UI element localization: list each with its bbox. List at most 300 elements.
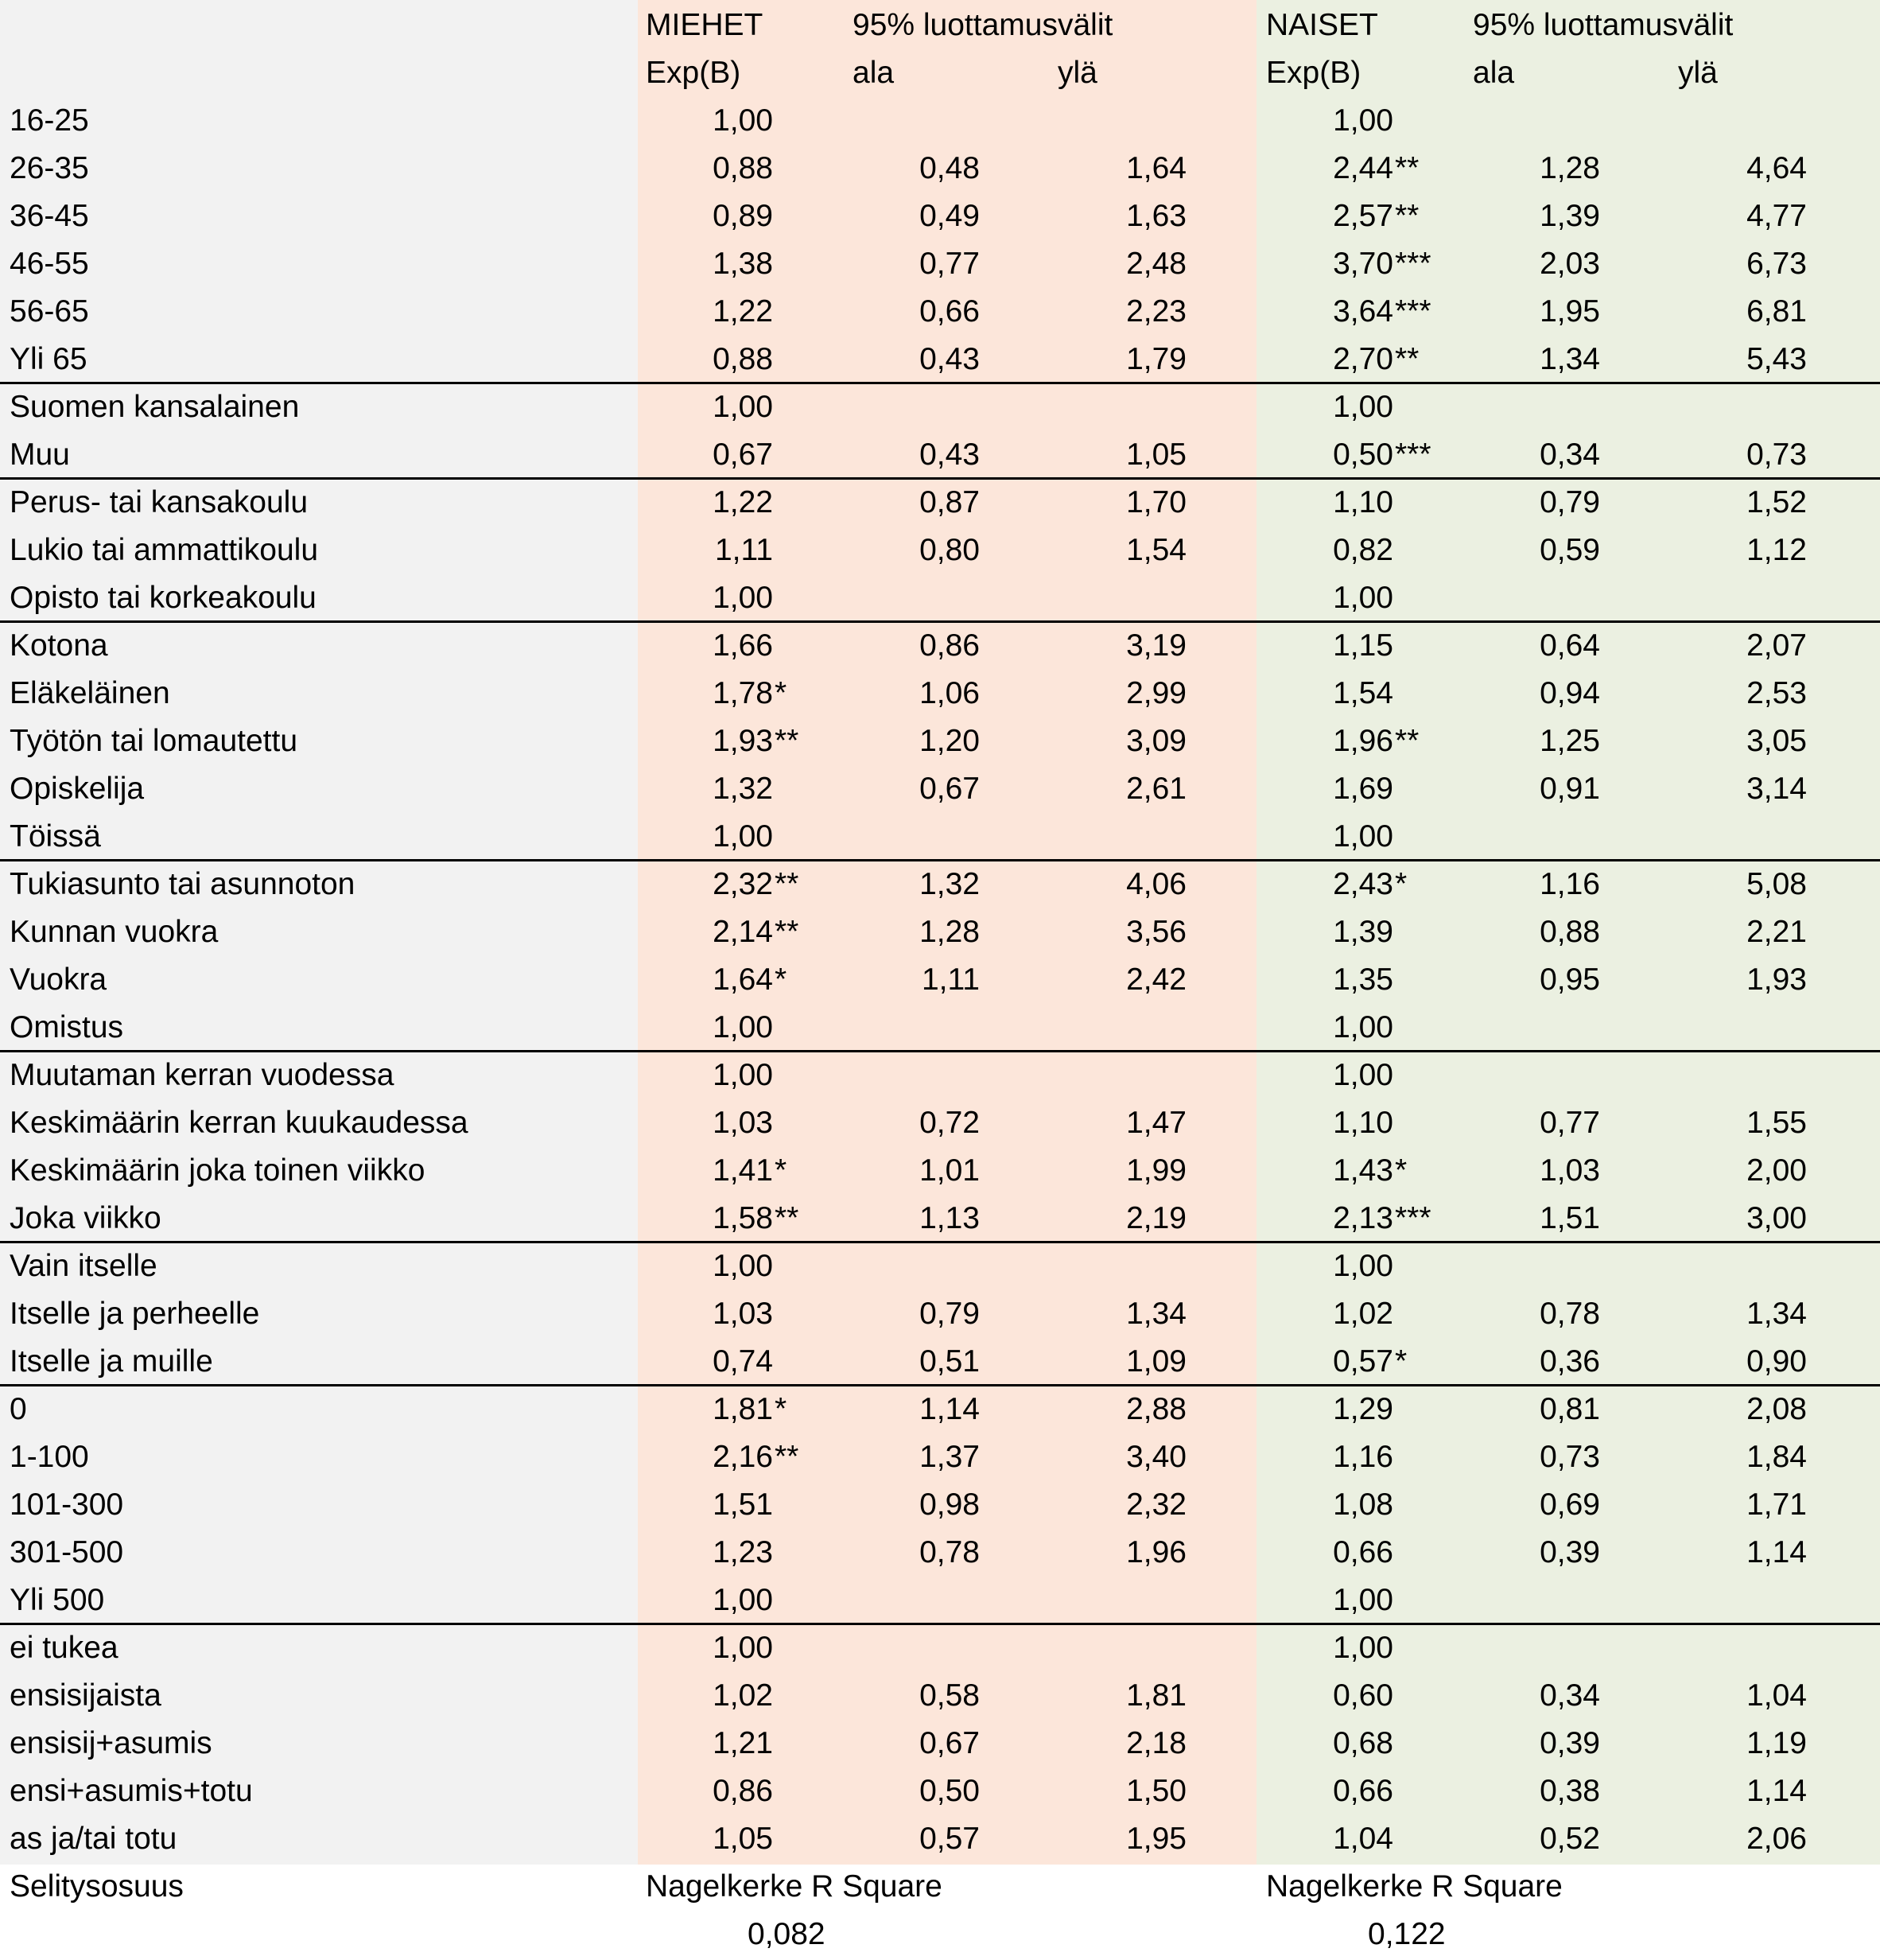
men-upper-value (1050, 813, 1187, 861)
women-significance (1395, 956, 1459, 1004)
women-significance (1395, 622, 1459, 670)
men-lower-value (843, 813, 980, 861)
men-significance: ** (775, 724, 799, 758)
men-lower-value (843, 97, 980, 145)
women-significance (1395, 813, 1459, 861)
men-upper-value: 1,54 (1126, 533, 1187, 567)
table-row (0, 956, 1880, 1004)
footer-label: Selitysosuus (10, 1869, 184, 1904)
women-lower-value: 0,34 (1540, 1678, 1600, 1713)
women-exp-value: 0,60 (1333, 1678, 1393, 1713)
women-significance: *** (1395, 247, 1431, 281)
men-significance (775, 1338, 838, 1386)
women-exp-value: 1,00 (1333, 103, 1393, 138)
row-label: 301-500 (10, 1535, 124, 1569)
row-label: Tukiasunto tai asunnoton (10, 867, 355, 901)
table-row (0, 861, 1880, 908)
men-upper-value: 2,48 (1126, 247, 1187, 281)
row-label: ensisijaista (10, 1678, 161, 1713)
women-exp-value: 1,00 (1333, 1631, 1393, 1665)
women-exp-value: 1,00 (1333, 1058, 1393, 1092)
table-row (0, 1242, 1880, 1290)
row-label: Joka viikko (10, 1201, 161, 1235)
women-upper-value: 1,34 (1746, 1297, 1807, 1331)
header-row-1 (0, 2, 1880, 49)
men-exp-value: 1,22 (713, 485, 773, 519)
men-lower-value: 0,50 (919, 1774, 980, 1808)
men-exp-value: 1,38 (713, 247, 773, 281)
men-lower-value: 0,43 (919, 438, 980, 472)
women-significance: * (1395, 1153, 1408, 1188)
women-upper-value: 0,73 (1746, 438, 1807, 472)
women-lower-value: 0,78 (1540, 1297, 1600, 1331)
table-row (0, 670, 1880, 718)
men-exp-value: 1,81 (713, 1392, 773, 1426)
women-exp-value: 1,15 (1333, 628, 1393, 663)
men-upper-value: 3,19 (1126, 628, 1187, 663)
table-row (0, 1386, 1880, 1433)
women-lower-value (1463, 1004, 1600, 1052)
row-label: Suomen kansalainen (10, 390, 300, 424)
men-lower-value: 0,72 (919, 1106, 980, 1140)
table-row (0, 765, 1880, 813)
men-significance (775, 1004, 838, 1052)
men-exp-value: 0,86 (713, 1774, 773, 1808)
men-significance (775, 97, 838, 145)
men-lower-value: 0,77 (919, 247, 980, 281)
men-significance (775, 813, 838, 861)
men-exp-value: 1,00 (713, 581, 773, 615)
women-exp-value: 0,66 (1333, 1774, 1393, 1808)
women-lower-value: 0,77 (1540, 1106, 1600, 1140)
men-lower-value (843, 1577, 980, 1624)
men-significance (775, 336, 838, 383)
men-upper-value: 1,64 (1126, 151, 1187, 185)
women-upper-value (1670, 1577, 1807, 1624)
table-row (0, 1338, 1880, 1386)
men-exp-value: 2,14 (713, 915, 773, 949)
women-lower-value (1463, 813, 1600, 861)
women-upper-value: 2,21 (1746, 915, 1807, 949)
men-significance (775, 1768, 838, 1815)
men-upper-value: 2,32 (1126, 1488, 1187, 1522)
women-significance: * (1395, 867, 1408, 901)
men-upper-value (1050, 1624, 1187, 1672)
men-lower-value: 0,87 (919, 485, 980, 519)
women-upper-value: 4,64 (1746, 151, 1807, 185)
table-row (0, 1624, 1880, 1672)
men-upper-value: 1,70 (1126, 485, 1187, 519)
women-significance (1395, 574, 1459, 622)
women-upper-value: 1,84 (1746, 1440, 1807, 1474)
women-upper-value (1670, 1242, 1807, 1290)
women-exp-value: 3,64 (1333, 294, 1393, 329)
men-exp-value: 1,05 (713, 1822, 773, 1856)
women-significance (1395, 1242, 1459, 1290)
row-label: Perus- tai kansakoulu (10, 485, 309, 519)
men-significance: * (775, 962, 787, 997)
women-upper-value: 1,04 (1746, 1678, 1807, 1713)
men-exp-value: 1,78 (713, 676, 773, 710)
men-lower-value: 0,48 (919, 151, 980, 185)
men-significance (775, 1290, 838, 1338)
men-upper-value: 1,99 (1126, 1153, 1187, 1188)
women-upper-value: 2,53 (1746, 676, 1807, 710)
women-significance (1395, 1815, 1459, 1863)
row-label: Töissä (10, 819, 101, 854)
table-row (0, 1577, 1880, 1624)
women-upper-value: 2,08 (1746, 1392, 1807, 1426)
men-exp-value: 0,88 (713, 342, 773, 376)
women-exp-value: 0,66 (1333, 1535, 1393, 1569)
men-upper-value: 1,81 (1126, 1678, 1187, 1713)
women-exp-value: 2,44 (1333, 151, 1393, 185)
men-significance (775, 288, 838, 336)
women-exp-value: 1,35 (1333, 962, 1393, 997)
women-lower-value: 0,39 (1540, 1535, 1600, 1569)
men-lower-value: 0,86 (919, 628, 980, 663)
row-label: Keskimäärin kerran kuukaudessa (10, 1106, 468, 1140)
men-lower-value: 0,66 (919, 294, 980, 329)
women-lower-value (1463, 1624, 1600, 1672)
men-lower-value (843, 1242, 980, 1290)
table-row (0, 1672, 1880, 1720)
men-upper-value: 1,96 (1126, 1535, 1187, 1569)
row-label: 101-300 (10, 1488, 124, 1522)
women-upper-value: 2,06 (1746, 1822, 1807, 1856)
men-exp-value: 0,74 (713, 1344, 773, 1379)
men-exp-value: 1,23 (713, 1535, 773, 1569)
men-lower-value: 0,98 (919, 1488, 980, 1522)
men-upper-value: 1,47 (1126, 1106, 1187, 1140)
women-exp-value: 1,54 (1333, 676, 1393, 710)
women-lower-value: 0,64 (1540, 628, 1600, 663)
row-label: 16-25 (10, 103, 89, 138)
men-lower-value: 0,80 (919, 533, 980, 567)
men-lower-value: 1,06 (919, 676, 980, 710)
men-lower-value: 1,11 (921, 962, 980, 997)
women-upper-value: 1,19 (1746, 1726, 1807, 1760)
women-significance (1395, 527, 1459, 574)
women-lower-value: 1,25 (1540, 724, 1600, 758)
row-label: 56-65 (10, 294, 89, 329)
row-label: Vuokra (10, 962, 107, 997)
women-lower-value: 2,03 (1540, 247, 1600, 281)
women-upper-value: 4,77 (1746, 199, 1807, 233)
men-exp-value: 1,00 (713, 1631, 773, 1665)
men-lower-value (843, 1624, 980, 1672)
table-row (0, 1052, 1880, 1099)
women-exp-value: 1,96 (1333, 724, 1393, 758)
men-exp-value: 2,16 (713, 1440, 773, 1474)
table-row (0, 527, 1880, 574)
row-label: Keskimäärin joka toinen viikko (10, 1153, 425, 1188)
men-exp-value: 1,41 (713, 1153, 773, 1188)
men-significance (775, 1672, 838, 1720)
men-lower-value: 0,49 (919, 199, 980, 233)
row-label: Eläkeläinen (10, 676, 170, 710)
women-significance (1395, 1529, 1459, 1577)
women-lower-value (1463, 1052, 1600, 1099)
men-lower-value: 0,78 (919, 1535, 980, 1569)
women-upper-value: 2,07 (1746, 628, 1807, 663)
men-significance (775, 527, 838, 574)
table-row (0, 1099, 1880, 1147)
men-ci-title: 95% luottamusvälit (853, 8, 1113, 42)
row-label: 36-45 (10, 199, 89, 233)
women-significance: ** (1395, 151, 1420, 185)
row-label: Työtön tai lomautettu (10, 724, 298, 758)
women-upper-value: 5,08 (1746, 867, 1807, 901)
men-exp-value: 1,03 (713, 1106, 773, 1140)
table-row (0, 1529, 1880, 1577)
men-significance (775, 622, 838, 670)
row-label: 1-100 (10, 1440, 89, 1474)
men-lower-value: 0,67 (919, 772, 980, 806)
men-lower-value: 1,14 (919, 1392, 980, 1426)
men-exp-value: 1,64 (713, 962, 773, 997)
women-lower-value: 1,95 (1540, 294, 1600, 329)
women-upper-value: 3,14 (1746, 772, 1807, 806)
men-exp-value: 2,32 (713, 867, 773, 901)
women-significance (1395, 1481, 1459, 1529)
men-upper-value: 1,95 (1126, 1822, 1187, 1856)
men-lower-value: 0,79 (919, 1297, 980, 1331)
men-significance (775, 1720, 838, 1768)
row-label: Yli 500 (10, 1583, 105, 1617)
women-significance: *** (1395, 438, 1431, 472)
women-exp-value: 2,70 (1333, 342, 1393, 376)
men-fit-measure: Nagelkerke R Square (646, 1869, 942, 1904)
row-label: 26-35 (10, 151, 89, 185)
women-lower-value (1463, 1242, 1600, 1290)
women-upper-value: 0,90 (1746, 1344, 1807, 1379)
row-label: Muutaman kerran vuodessa (10, 1058, 394, 1092)
women-upper-value (1670, 1052, 1807, 1099)
men-significance (775, 383, 838, 431)
women-lower-value: 0,79 (1540, 485, 1600, 519)
row-label: Vain itselle (10, 1249, 157, 1283)
women-exp-value: 1,00 (1333, 390, 1393, 424)
women-exp-value: 1,00 (1333, 819, 1393, 854)
row-label: Omistus (10, 1010, 124, 1044)
row-label: as ja/tai totu (10, 1822, 177, 1856)
table-row (0, 1290, 1880, 1338)
women-fit-measure: Nagelkerke R Square (1266, 1869, 1563, 1904)
men-significance (775, 1242, 838, 1290)
row-label: Lukio tai ammattikoulu (10, 533, 319, 567)
men-exp-value: 0,67 (713, 438, 773, 472)
men-significance: ** (775, 1201, 799, 1235)
row-label: ensisij+asumis (10, 1726, 212, 1760)
women-lower-value (1463, 97, 1600, 145)
women-significance (1395, 765, 1459, 813)
men-exp-value: 1,66 (713, 628, 773, 663)
table-row (0, 192, 1880, 240)
women-significance (1395, 1577, 1459, 1624)
table-row (0, 383, 1880, 431)
row-label: Itselle ja perheelle (10, 1297, 260, 1331)
men-upper-value: 1,50 (1126, 1774, 1187, 1808)
women-exp-value: 1,69 (1333, 772, 1393, 806)
women-significance: ** (1395, 342, 1420, 376)
women-lower-value: 0,94 (1540, 676, 1600, 710)
women-exp-value: 2,13 (1333, 1201, 1393, 1235)
men-significance (775, 574, 838, 622)
men-lower-value: 0,43 (919, 342, 980, 376)
men-significance: ** (775, 867, 799, 901)
men-upper-value: 2,61 (1126, 772, 1187, 806)
men-upper-value: 1,79 (1126, 342, 1187, 376)
table-row (0, 145, 1880, 192)
men-lower-header: ala (853, 56, 895, 90)
women-significance: *** (1395, 1201, 1431, 1235)
men-significance: * (775, 1153, 787, 1188)
women-lower-value: 1,51 (1540, 1201, 1600, 1235)
women-significance (1395, 908, 1459, 956)
men-fit-value: 0,082 (748, 1917, 825, 1951)
women-lower-value (1463, 1577, 1600, 1624)
table-row (0, 336, 1880, 383)
women-lower-header: ala (1473, 56, 1515, 90)
women-lower-value: 0,36 (1540, 1344, 1600, 1379)
women-significance (1395, 1720, 1459, 1768)
women-lower-value: 0,38 (1540, 1774, 1600, 1808)
table-row (0, 1768, 1880, 1815)
row-label: Kunnan vuokra (10, 915, 219, 949)
women-significance (1395, 1624, 1459, 1672)
row-label: 0 (10, 1392, 27, 1426)
men-exp-value: 1,00 (713, 1058, 773, 1092)
men-upper-value: 1,09 (1126, 1344, 1187, 1379)
women-exp-value: 3,70 (1333, 247, 1393, 281)
men-lower-value: 1,01 (919, 1153, 980, 1188)
women-lower-value: 0,81 (1540, 1392, 1600, 1426)
women-upper-value: 1,71 (1746, 1488, 1807, 1522)
table-row (0, 574, 1880, 622)
men-significance (775, 479, 838, 527)
men-lower-value: 1,13 (919, 1201, 980, 1235)
women-lower-value: 1,16 (1540, 867, 1600, 901)
men-upper-value: 1,05 (1126, 438, 1187, 472)
table-row (0, 1720, 1880, 1768)
women-upper-value (1670, 383, 1807, 431)
men-exp-value: 1,93 (713, 724, 773, 758)
women-lower-value: 0,39 (1540, 1726, 1600, 1760)
women-exp-value: 0,57 (1333, 1344, 1393, 1379)
women-exp-value: 1,16 (1333, 1440, 1393, 1474)
men-significance: * (775, 1392, 787, 1426)
women-exp-value: 1,10 (1333, 485, 1393, 519)
women-upper-value: 1,55 (1746, 1106, 1807, 1140)
women-upper-value: 3,05 (1746, 724, 1807, 758)
women-exp-value: 2,43 (1333, 867, 1393, 901)
table-row (0, 908, 1880, 956)
table-row (0, 1147, 1880, 1195)
footer-row-2 (0, 1911, 1880, 1958)
table-row (0, 813, 1880, 861)
women-upper-value: 6,73 (1746, 247, 1807, 281)
row-label: ei tukea (10, 1631, 118, 1665)
men-significance: ** (775, 915, 799, 949)
men-upper-value (1050, 97, 1187, 145)
table-row (0, 1433, 1880, 1481)
men-lower-value: 1,20 (919, 724, 980, 758)
women-significance (1395, 1290, 1459, 1338)
men-significance (775, 765, 838, 813)
women-significance (1395, 1004, 1459, 1052)
women-lower-value: 1,28 (1540, 151, 1600, 185)
men-exp-value: 1,58 (713, 1201, 773, 1235)
women-lower-value: 1,39 (1540, 199, 1600, 233)
men-upper-value (1050, 1577, 1187, 1624)
men-lower-value: 1,28 (919, 915, 980, 949)
men-lower-value: 1,37 (919, 1440, 980, 1474)
men-upper-value: 2,88 (1126, 1392, 1187, 1426)
women-exp-value: 1,29 (1333, 1392, 1393, 1426)
men-significance (775, 1624, 838, 1672)
women-upper-value (1670, 97, 1807, 145)
men-exp-value: 1,00 (713, 1249, 773, 1283)
men-upper-value: 2,99 (1126, 676, 1187, 710)
women-lower-value: 0,91 (1540, 772, 1600, 806)
women-exp-value: 0,50 (1333, 438, 1393, 472)
men-exp-value: 0,88 (713, 151, 773, 185)
men-exp-value: 1,21 (713, 1726, 773, 1760)
women-upper-value (1670, 1624, 1807, 1672)
row-label: ensi+asumis+totu (10, 1774, 253, 1808)
men-significance (775, 240, 838, 288)
men-exp-value: 1,32 (713, 772, 773, 806)
men-upper-value: 3,56 (1126, 915, 1187, 949)
women-upper-value: 1,14 (1746, 1774, 1807, 1808)
women-upper-header: ylä (1678, 56, 1718, 90)
men-lower-value: 0,57 (919, 1822, 980, 1856)
women-exp-value: 1,00 (1333, 1010, 1393, 1044)
men-upper-value: 3,09 (1126, 724, 1187, 758)
men-exp-value: 1,11 (714, 533, 773, 567)
table-row (0, 1004, 1880, 1052)
men-lower-value (843, 1004, 980, 1052)
women-lower-value: 0,59 (1540, 533, 1600, 567)
men-exp-value: 1,02 (713, 1678, 773, 1713)
women-upper-value: 1,52 (1746, 485, 1807, 519)
women-lower-value: 0,34 (1540, 438, 1600, 472)
women-upper-value (1670, 813, 1807, 861)
women-exp-value: 1,00 (1333, 581, 1393, 615)
women-exp-value: 1,10 (1333, 1106, 1393, 1140)
table-row (0, 97, 1880, 145)
women-significance: *** (1395, 294, 1431, 329)
men-upper-value: 1,34 (1126, 1297, 1187, 1331)
table-row (0, 288, 1880, 336)
men-exp-value: 1,00 (713, 1010, 773, 1044)
women-lower-value: 0,69 (1540, 1488, 1600, 1522)
women-title: NAISET (1266, 8, 1378, 42)
women-exp-value: 1,00 (1333, 1249, 1393, 1283)
women-upper-value: 2,00 (1746, 1153, 1807, 1188)
men-upper-value: 2,19 (1126, 1201, 1187, 1235)
men-significance (775, 1529, 838, 1577)
women-lower-value: 1,34 (1540, 342, 1600, 376)
men-exp-value: 1,00 (713, 1583, 773, 1617)
women-exp-value: 1,43 (1333, 1153, 1393, 1188)
men-significance: ** (775, 1440, 799, 1474)
row-label: 46-55 (10, 247, 89, 281)
table-row (0, 240, 1880, 288)
men-title: MIEHET (646, 8, 763, 42)
women-lower-value: 0,73 (1540, 1440, 1600, 1474)
